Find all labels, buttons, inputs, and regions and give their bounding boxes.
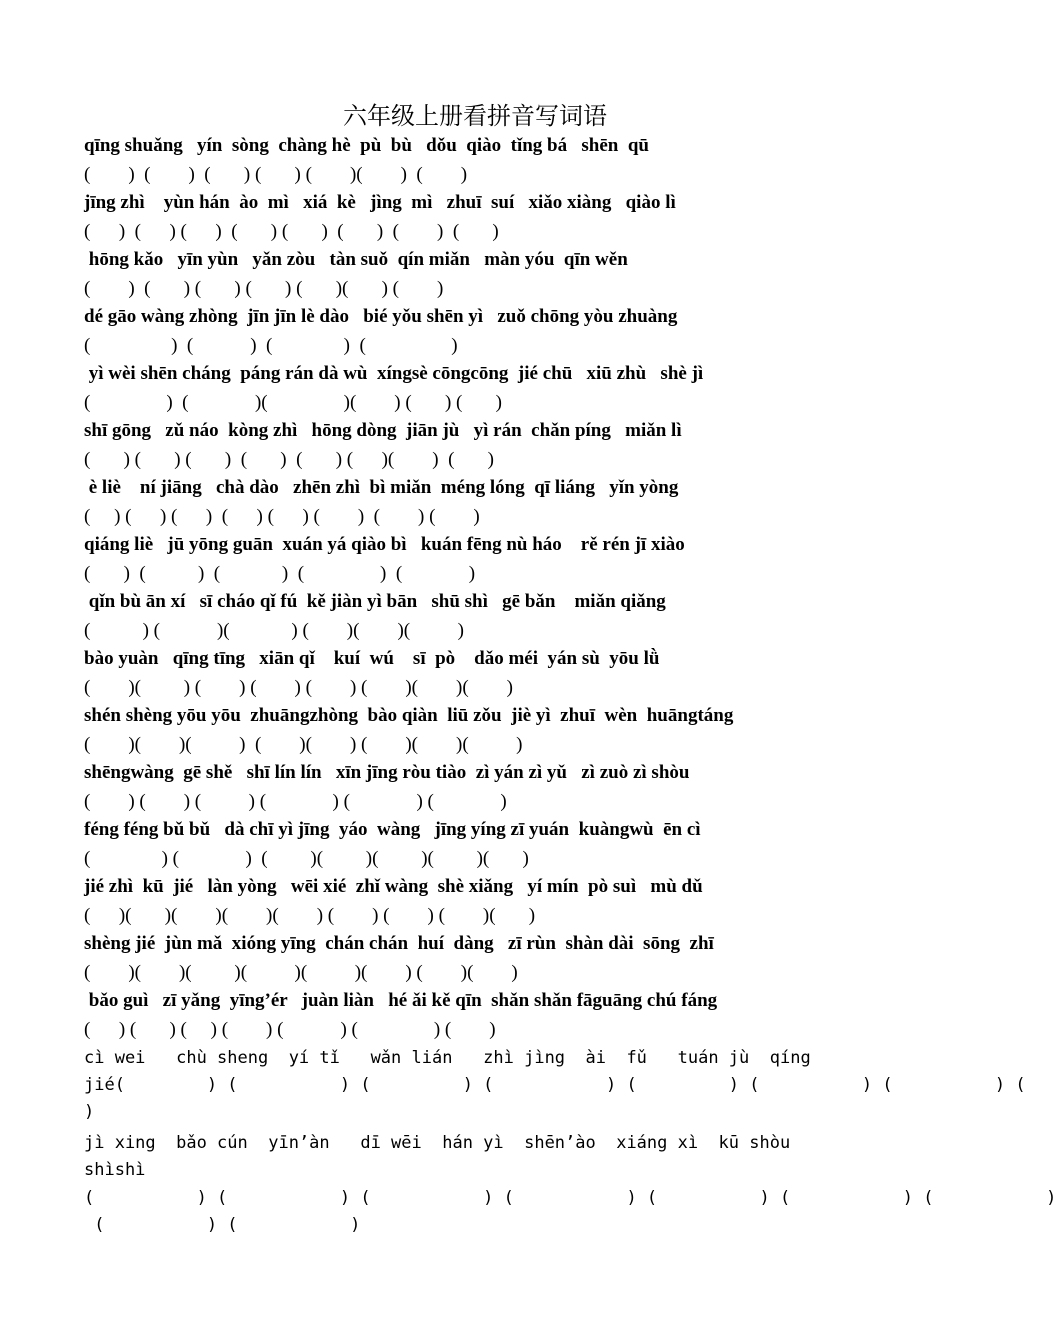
pinyin-line-7: è liè ní jiāng chà dào zhēn zhì bì miǎn méng lóng qī liáng yǐn yòng: [84, 477, 679, 498]
pinyin-line-18-wrap: shìshì: [84, 1160, 146, 1180]
answer-blanks-line-17-wrap: ): [84, 1102, 95, 1122]
answer-blanks-line-9: ( ) ( )( ) ( )( )( ): [84, 620, 464, 641]
pinyin-line-13: féng féng bǔ bǔ dà chī yì jīng yáo wàng jīng yíng zī yuán kuàngwù ēn cì: [84, 819, 701, 840]
pinyin-line-18: jì xing bǎo cún yīn’àn dī wēi hán yì shēn’ào xiáng xì kū shòu: [84, 1133, 791, 1153]
pinyin-line-3: hōng kǎo yīn yùn yǎn zòu tàn suǒ qín miǎn màn yóu qīn wěn: [84, 249, 628, 270]
answer-blanks-line-6: ( ) ( ) ( ) ( ) ( ) ( )( ) ( ): [84, 449, 494, 470]
pinyin-line-11: shén shèng yōu yōu zhuāngzhòng bào qiàn liū zǒu jiè yì zhuī wèn huāngtáng: [84, 705, 734, 726]
answer-blanks-line-3: ( ) ( ) ( ) ( ) ( )( ) ( ): [84, 278, 444, 299]
pinyin-line-14: jié zhì kū jié làn yòng wēi xié zhǐ wàng shè xiǎng yí mín pò suì mù dǔ: [84, 876, 703, 897]
pinyin-line-1: qīng shuǎng yín sòng chàng hè pù bù dǒu qiào tǐng bá shēn qū: [84, 135, 649, 156]
answer-blanks-line-8: ( ) ( ) ( ) ( ) ( ): [84, 563, 476, 584]
pinyin-line-9: qǐn bù ān xí sī cháo qǐ fú kě jiàn yì bān shū shì gē bǎn miǎn qiǎng: [84, 591, 666, 612]
answer-blanks-line-1: ( ) ( ) ( ) ( ) ( )( ) ( ): [84, 164, 468, 185]
pinyin-line-2: jīng zhì yùn hán ào mì xiá kè jìng mì zhuī suí xiǎo xiàng qiào lì: [84, 192, 676, 213]
page-title: 六年级上册看拼音写词语: [343, 102, 607, 130]
pinyin-line-8: qiáng liè jū yōng guān xuán yá qiào bì kuán fēng nù háo rě rén jī xiào: [84, 534, 685, 555]
answer-blanks-line-17: jié( ) ( ) ( ) ( ) ( ) ( ) ( ) (: [84, 1075, 1026, 1095]
pinyin-line-17: cì wei chù sheng yí tǐ wǎn lián zhì jìng ài fǔ tuán jù qíng: [84, 1048, 811, 1068]
answer-blanks-line-18: ( ) ( ) ( ) ( ) ( ) ( ) ( ): [84, 1188, 1056, 1208]
answer-blanks-line-14: ( )( )( )( )( ) ( ) ( ) ( )( ): [84, 905, 536, 926]
pinyin-line-15: shèng jié jùn mǎ xióng yīng chán chán huí dàng zī rùn shàn dài sōng zhī: [84, 933, 714, 954]
answer-blanks-line-13: ( ) ( ) ( )( )( )( )( ): [84, 848, 529, 869]
answer-blanks-line-7: ( ) ( ) ( ) ( ) ( ) ( ) ( ) ( ): [84, 506, 480, 527]
answer-blanks-line-5: ( ) ( )( )( ) ( ) ( ): [84, 392, 502, 413]
answer-blanks-line-18-wrap: ( ) ( ): [84, 1215, 361, 1235]
answer-blanks-line-11: ( )( )( ) ( )( ) ( )( )( ): [84, 734, 523, 755]
answer-blanks-line-12: ( ) ( ) ( ) ( ) ( ) ( ): [84, 791, 507, 812]
pinyin-line-12: shēngwàng gē shě shī lín lín xīn jīng ròu tiào zì yán zì yǔ zì zuò zì shòu: [84, 762, 690, 783]
answer-blanks-line-15: ( )( )( )( )( )( ) ( )( ): [84, 962, 518, 983]
pinyin-line-4: dé gāo wàng zhòng jīn jīn lè dào bié yǒu shēn yì zuǒ chōng yòu zhuàng: [84, 306, 678, 327]
pinyin-line-10: bào yuàn qīng tīng xiān qǐ kuí wú sī pò dǎo méi yán sù yōu lǜ: [84, 648, 660, 669]
answer-blanks-line-4: ( ) ( ) ( ) ( ): [84, 335, 458, 356]
answer-blanks-line-2: ( ) ( ) ( ) ( ) ( ) ( ) ( ) ( ): [84, 221, 499, 242]
pinyin-line-5: yì wèi shēn cháng páng rán dà wù xíngsè cōngcōng jié chū xiū zhù shè jì: [84, 363, 704, 384]
pinyin-line-6: shī gōng zǔ náo kòng zhì hōng dòng jiān jù yì rán chǎn píng miǎn lì: [84, 420, 682, 441]
pinyin-line-16: bǎo guì zī yǎng yīng’ér juàn liàn hé ǎi kě qīn shǎn shǎn fāguāng chú fáng: [84, 990, 718, 1011]
answer-blanks-line-10: ( )( ) ( ) ( ) ( ) ( )( )( ): [84, 677, 513, 698]
answer-blanks-line-16: ( ) ( ) ( ) ( ) ( ) ( ) ( ): [84, 1019, 496, 1040]
